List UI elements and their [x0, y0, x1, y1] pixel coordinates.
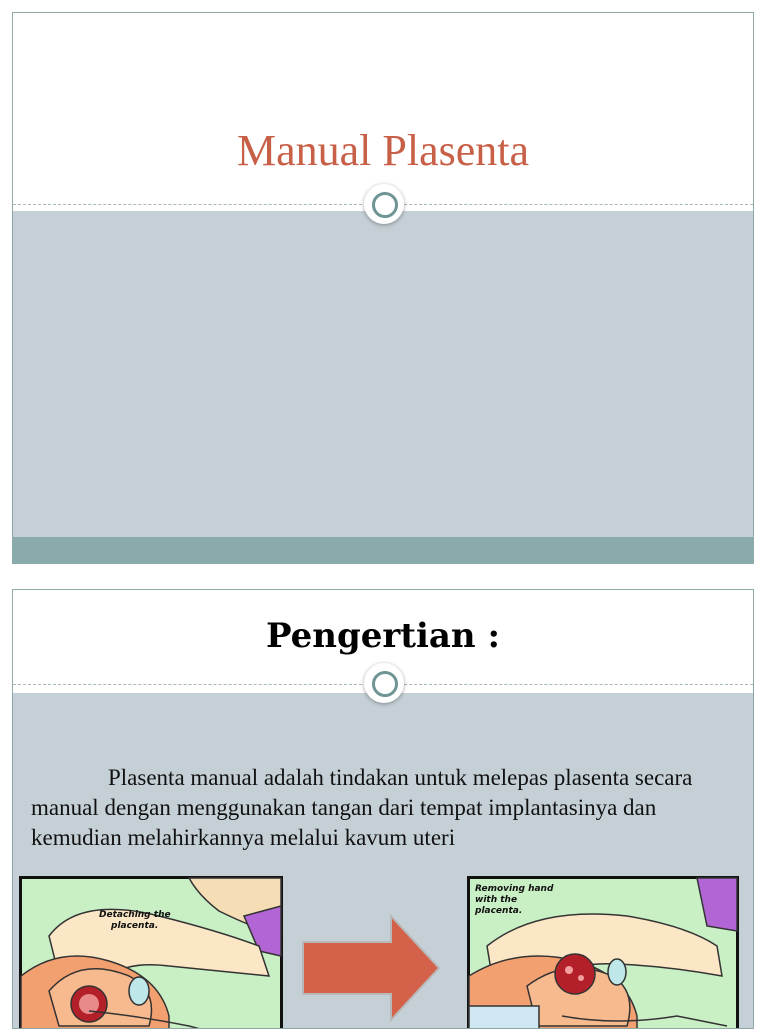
definition-paragraph: Plasenta manual adalah tindakan untuk melepas plasenta secara manual dengan menggunakan tangan dari tempat implantasinya dan kemudian melahirkannya melalui kavum uteri [31, 763, 721, 853]
slide-heading: Pengertian : [13, 616, 753, 656]
ring-ornament-icon [364, 663, 404, 703]
content-area [13, 211, 753, 537]
definition-slide [12, 589, 754, 1029]
right-arrow-icon [299, 914, 445, 1022]
figure-caption-right: Removing hand with the placenta. [474, 884, 557, 916]
figure-caption-left: Detaching the placenta. [99, 910, 174, 931]
slide-title: Manual Plasenta [13, 125, 753, 176]
removing-hand-illustration [467, 876, 739, 1029]
ring-ornament-icon [364, 184, 404, 224]
footer-band [13, 537, 753, 564]
title-slide [12, 12, 754, 564]
detaching-placenta-illustration [19, 876, 283, 1029]
